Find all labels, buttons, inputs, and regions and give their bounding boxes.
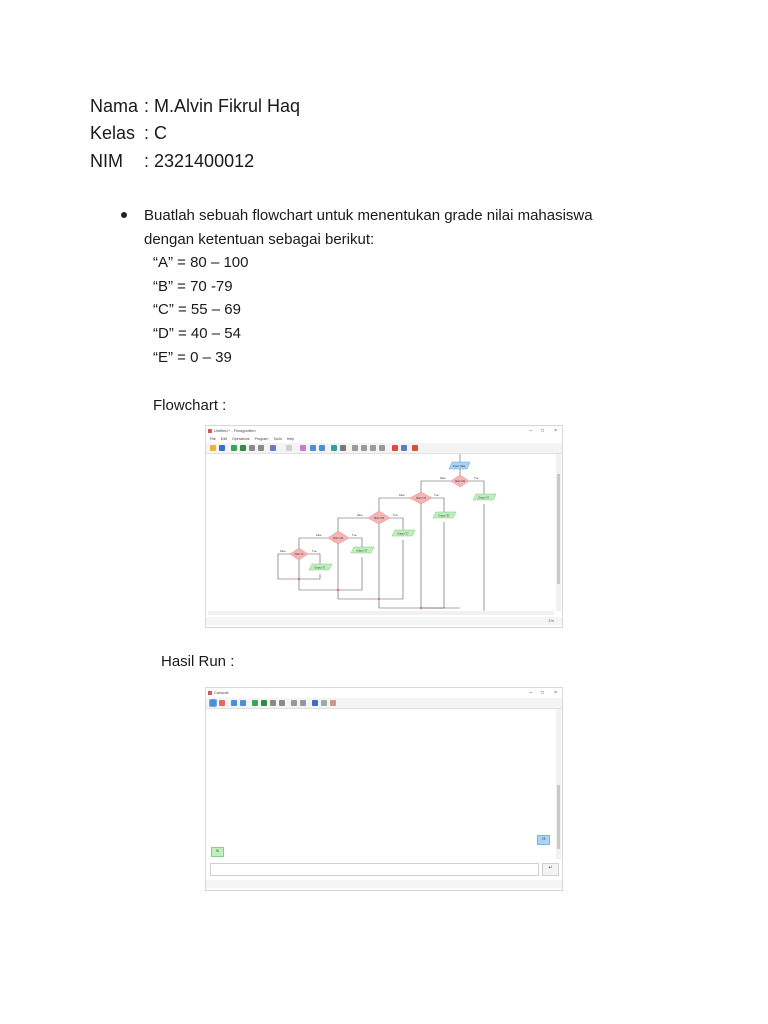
save-icon[interactable]	[219, 445, 225, 451]
view-icon[interactable]	[340, 445, 346, 451]
flowchart-canvas[interactable]	[208, 454, 554, 611]
flowgorithm-toolbar	[206, 443, 562, 454]
console-toolbar	[206, 698, 562, 709]
enter-button[interactable]: ↵	[542, 863, 559, 876]
console-input-bubble: 78	[537, 835, 550, 845]
stop-icon[interactable]	[258, 445, 264, 451]
minimize-button[interactable]: –	[529, 428, 532, 434]
flowchart-lines	[278, 454, 484, 611]
true-label-2: True	[434, 495, 439, 497]
decision-4-text: Nilai>=40	[332, 537, 344, 540]
console-run-icon[interactable]	[252, 700, 258, 706]
merge-dot-2	[420, 607, 422, 609]
console-status-bar	[206, 880, 562, 888]
zoom-out-icon[interactable]	[319, 445, 325, 451]
chart-icon[interactable]	[392, 445, 398, 451]
grade-d: “D” = 40 – 54	[153, 325, 241, 342]
zoom-status: 1%	[548, 618, 554, 623]
nama-line	[90, 95, 300, 117]
false-label-2: False	[399, 495, 405, 497]
vertical-scroll-thumb[interactable]	[557, 474, 560, 584]
output-b-text: Output "B"	[438, 514, 450, 518]
flowgorithm-titlebar	[206, 426, 562, 436]
bullet-icon	[121, 212, 127, 218]
input-text: Input Nilai	[452, 464, 466, 468]
horizontal-scrollbar[interactable]	[208, 611, 554, 615]
console-stop-icon[interactable]	[279, 700, 285, 706]
console-close-button[interactable]: ×	[554, 690, 557, 696]
console-zoom-in-icon[interactable]	[231, 700, 237, 706]
false-label-3: False	[357, 515, 363, 517]
window-1-icon[interactable]	[352, 445, 358, 451]
menu-file[interactable]: File	[210, 437, 216, 441]
grade-c: “C” = 55 – 69	[153, 301, 241, 318]
decision-2-text: Nilai>=70	[415, 497, 427, 500]
merge-points	[298, 578, 422, 609]
nama-value: : M.Alvin Fikrul Haq	[144, 96, 301, 116]
vertical-scrollbar[interactable]	[556, 454, 561, 611]
console-output-area	[208, 709, 554, 859]
variables-icon[interactable]	[270, 445, 276, 451]
merge-dot-5	[298, 578, 300, 580]
console-save-icon[interactable]	[312, 700, 318, 706]
task-line-2: dengan ketentuan sebagai berikut:	[144, 231, 375, 248]
layout-icon[interactable]	[300, 445, 306, 451]
output-c-text: Output "C"	[397, 532, 409, 536]
output-d-text: Output "D"	[356, 549, 368, 553]
console-title: Console	[214, 690, 229, 695]
false-label-1: False	[440, 478, 446, 480]
console-zoom-out-icon[interactable]	[240, 700, 246, 706]
output-a-text: Output "A"	[478, 496, 490, 500]
true-label-3: True	[393, 515, 398, 517]
grade-a: “A” = 80 – 100	[153, 254, 249, 271]
grade-e: “E” = 0 – 39	[153, 349, 232, 366]
sound-icon[interactable]	[401, 445, 407, 451]
false-label-4: False	[316, 535, 322, 537]
status-bar	[206, 617, 562, 625]
nama-label: Nama	[90, 96, 139, 116]
console-scroll-thumb[interactable]	[557, 785, 560, 849]
app-icon	[208, 429, 212, 433]
decision-3-text: Nilai>=55	[373, 517, 385, 520]
kelas-label: Kelas	[90, 123, 136, 143]
menu-program[interactable]: Program	[254, 437, 269, 441]
flowchart-caption: Flowchart :	[153, 397, 227, 414]
flowgorithm-window	[205, 425, 563, 628]
menu-bar	[206, 436, 562, 443]
maximize-button[interactable]: □	[540, 428, 544, 434]
step-icon[interactable]	[240, 445, 246, 451]
pause-icon[interactable]	[249, 445, 255, 451]
true-label-4: True	[352, 535, 357, 537]
console-view-icon[interactable]	[210, 700, 216, 706]
console-window	[205, 687, 563, 891]
menu-operations[interactable]: Operations	[232, 437, 250, 441]
merge-dot-3	[378, 598, 380, 600]
window-title: Untitled * - Flowgorithm	[214, 428, 256, 433]
console-copy-icon[interactable]	[321, 700, 327, 706]
nim-value: : 2321400012	[144, 151, 255, 171]
kelas-line	[90, 122, 167, 144]
console-output-bubble: B	[211, 847, 224, 857]
false-label-5: False	[280, 551, 286, 553]
console-minimize-button[interactable]: –	[529, 690, 532, 696]
console-app-icon	[208, 691, 212, 695]
console-vertical-scrollbar[interactable]	[556, 709, 561, 859]
console-window-1-icon[interactable]	[291, 700, 297, 706]
true-label-5: True	[312, 551, 317, 553]
console-input-field[interactable]	[210, 863, 539, 876]
close-button[interactable]: ×	[554, 428, 557, 434]
hasil-run-caption: Hasil Run :	[161, 653, 235, 670]
nim-label: NIM	[90, 151, 123, 171]
window-4-icon[interactable]	[379, 445, 385, 451]
console-step-icon[interactable]	[261, 700, 267, 706]
decision-1-text: Nilai>=80	[454, 480, 466, 483]
console-titlebar	[206, 688, 562, 698]
flowchart-diagram	[208, 454, 554, 611]
window-2-icon[interactable]	[361, 445, 367, 451]
task-line-1: Buatlah sebuah flowchart untuk menentukan grade nilai mahasiswa	[144, 207, 593, 224]
decision-5-text: Nilai>=0	[294, 553, 304, 556]
menu-help[interactable]: Help	[286, 437, 295, 441]
window-3-icon[interactable]	[370, 445, 376, 451]
console-pause-icon[interactable]	[270, 700, 276, 706]
output-e-text: Output "E"	[314, 566, 326, 570]
shape-icon[interactable]	[331, 445, 337, 451]
console-export-icon[interactable]	[330, 700, 336, 706]
nim-line	[90, 150, 254, 172]
grade-b: “B” = 70 -79	[153, 278, 233, 295]
console-maximize-button[interactable]: □	[540, 690, 544, 696]
kelas-value: : C	[144, 123, 168, 143]
true-label-1: True	[474, 478, 479, 480]
export-icon[interactable]	[412, 445, 418, 451]
merge-dot-4	[337, 589, 339, 591]
open-icon[interactable]	[210, 445, 216, 451]
zoom-in-icon[interactable]	[310, 445, 316, 451]
speed-icon[interactable]	[286, 445, 292, 451]
console-window-2-icon[interactable]	[300, 700, 306, 706]
menu-tools[interactable]: Tools	[273, 437, 282, 441]
menu-edit[interactable]: Edit	[220, 437, 227, 441]
console-clear-icon[interactable]	[219, 700, 225, 706]
run-icon[interactable]	[231, 445, 237, 451]
